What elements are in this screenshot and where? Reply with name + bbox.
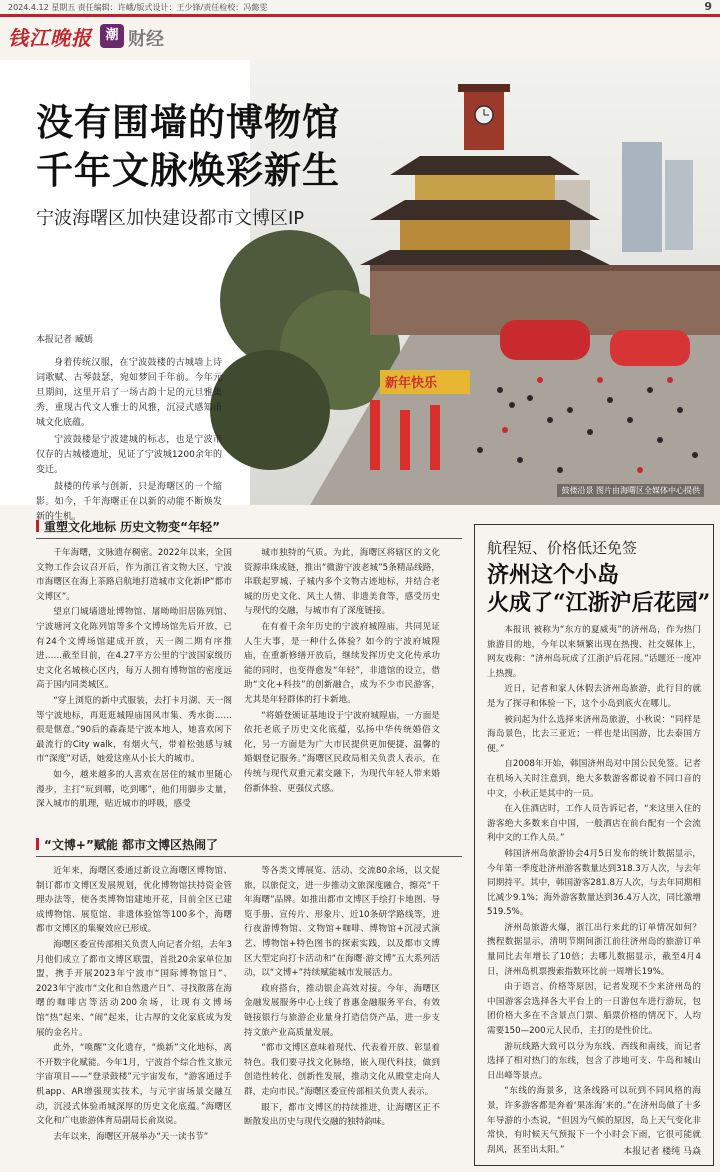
lede-paragraph: 鼓楼的传承与创新，只是海曙区的一个缩影。如今，千年海曙正在以新的动能不断焕发新的生机。: [36, 482, 222, 522]
paragraph: 由于语言、价格等原因，记者发现不少来济州岛的中国游客会选择各大平台上的一日游包车进行游玩，包团价格大多在不含景点门票、船票价格的情况下，人均需要150—200元人民币，主打的是性价比。: [487, 982, 701, 1037]
headline-line-1: 没有围墙的博物馆: [36, 100, 340, 144]
subheadline: 宁波海曙区加快建设都市文博区IP: [36, 208, 305, 229]
paragraph: 眼下，都市文博区的持续推进，让海曙区正不断散发出历史与现代交融的独特韵味。: [244, 1102, 440, 1128]
paragraph: 自2008年开始，韩国济州岛对中国公民免签。记者在机场入关时注意到，绝大多数游客都说着不同口音的中文，小秋正是其中的一员。: [487, 759, 701, 799]
paragraph: 城市独特的气质。为此，海曙区将辖区的文化资源串珠成链，推出“微游宁波老城”5条精品线路，串联起罗城、子城内多个文物古迹地标，并结合老城的历史文化、风土人情、非遗美食等，感受历史与现代的交融，与城市有了深度链接。: [244, 548, 440, 617]
section-heading-2-text: “文博+”赋能 都市文博区热闹了: [44, 838, 219, 852]
section1-column-2: [244, 546, 440, 832]
paragraph: 被问起为什么选择来济州岛旅游，小秋说：“同样是海岛景色，比去三亚近；一样也是出国游，比去泰国方便。”: [487, 714, 701, 754]
paragraph: “穿上浏览的新中式服装，去打卡月湖、天一阁等宁波地标，再逛逛城隍庙国风市集、秀水街……很是惬意。”90后的森森是宁波本地人，她喜欢闲下最流行的City walk，有烟火气，带着松弛感与城市“深度”对话，她爱这座从小长大的城市。: [36, 695, 232, 765]
paragraph: “将婚登颁证基地设于宁波府城隍庙，一方面是依托老底子历史文化底蕴，弘扬中华传统婚俗文化，另一方面是为广大市民提供更加便捷、温馨的婚姻登记服务。”海曙区民政局相关负责人表示，在传统与现代双重元素交融下，为现代年轻人带来婚俗新体验、更强仪式感。: [244, 710, 440, 794]
headline: [36, 98, 340, 194]
chao-badge-icon: 潮: [100, 24, 124, 48]
paragraph: 游玩线路大致可以分为东线、西线和南线，而记者选择了相对热门的东线，包含了涉地可支、牛岛和城山日出峰等景点。: [487, 1041, 701, 1081]
section2-column-2: [244, 864, 440, 1164]
section-heading-1: [36, 518, 462, 539]
lede-paragraph: 身着传统汉服，在宁波鼓楼的古城墙上诗词歌赋、古琴鼓瑟，宛如梦回千年前。今年元旦期间，这里开启了一场古韵十足的元旦雅集秀，重现古代文人雅士的风雅，沉浸式感知甬城文化底蕴。: [36, 358, 222, 428]
sidebar-byline: 本报记者 楼纯 马焱: [623, 1147, 701, 1157]
masthead: [8, 20, 712, 56]
lede-paragraph: 宁波鼓楼是宁波建城的标志，也是宁波市仅存的古城楼遗址，见证了宁波城1200余年的变迁。: [36, 435, 222, 475]
headline-line-2: 千年文脉焕彩新生: [36, 148, 340, 192]
hero: [0, 60, 720, 522]
paragraph: 望京门城墙遗址博物馆、屠呦呦旧居陈列馆、宁波塘河文化陈列馆等多个文博场馆先后开放，已有24个文博场馆建成开放，天一阁二期有序推进……截至目前，在4.27平方公里的宁波国家级历史文化名城核心区内，每万人拥有博物馆的密度远高于国内同类城区。: [36, 607, 232, 691]
sidebar-story: [474, 524, 714, 1166]
sidebar-headline-line-1: 济州这个小岛: [487, 562, 620, 588]
photo-caption: 鼓楼沿景 图片由海曙区全媒体中心提供: [557, 484, 704, 497]
section1-column-1: [36, 546, 232, 832]
paragraph: 济州岛旅游火爆，浙江出行来此的订单情况如何？携程数据显示，清明节期间浙江前往济州岛的旅游订单量同比去年增长了10倍；去哪儿数据显示，截至4月4日，济州岛机票搜索指数环比前一周增长19%。: [487, 922, 701, 977]
paragraph: 在有着千余年历史的宁波府城隍庙，共同见证人生大事，是一种什么体验？如今的宁波府城隍庙，在重新修缮开放后，继续发挥历史文化传承功能的同时，也变得愈发“年轻”，非遗馆的设立，借助“文化+科技”的创新融合，成为不少市民游客，尤其是年轻群体的打卡新地。: [244, 621, 440, 705]
paragraph: 近年来，海曙区委通过新设立海曙区博物馆、制订都市文博区发展规划，优化博物馆扶持资金管理办法等，使各类博物馆建地开花，目前全区已建成博物馆、展览馆、非遗体验馆等100多个，海曙都市文博区的集聚效应已形成。: [36, 866, 232, 935]
paragraph: 如今，越来越多的人喜欢在居住的城市里随心漫步，主打“玩到哪，吃到哪”，他们用脚步丈量，深入城市的肌理，贴近城市的呼吸，感受: [36, 769, 232, 810]
sidebar-kicker: 航程短、价格低还免签: [487, 539, 638, 557]
svg-text:新年快乐: 新年快乐: [385, 376, 438, 391]
section-name: 财经: [128, 29, 164, 50]
top-strip: [0, 0, 720, 14]
paragraph: “东线的海景多，这条线路可以玩到不同风格的海景，许多游客都是奔着‘果冻海’来的。”在济州岛做了十多年导游的小杰说，“但因为气候的原因，岛上天气变化非常快，有时候天气预报下一个小时会下雨，它很可能就刮风，甚至出太阳。”: [487, 1086, 701, 1155]
paragraph: 等各类文博展览、活动、交流80余场，以文促旅，以旅促文，进一步推动文旅深度融合，擦亮“千年海曙”品牌。如推出都市文博区手绘打卡地图、导览手册、宣传片、形象片、近10条研学路线等，进行夜游博物馆、文物馆+咖啡、博物馆+沉浸式演艺、博物馆+特色图书的探索实践，以及都市文博区大型定向打卡活动和“在海曙·游文博”五大系列活动，以“文博+”持续赋能城市发展活力。: [244, 866, 440, 979]
paragraph: 政府搭台，推动银企高效对接。今年，海曙区金融发展服务中心上线了普惠金融服务平台，有效链接银行与旅游企业量身打造信贷产品，进一步支持文旅产业高质量发展。: [244, 983, 440, 1038]
edition-meta: 2024.4.12 星期五 责任编辑：许峨/版式设计：王少锋/责任检校：冯懿雯: [8, 3, 268, 12]
sidebar-headline-line-2: 火成了“江浙沪后花园”: [487, 590, 711, 616]
paragraph: 韩国济州岛旅游协会4月5日发布的统计数据显示，今年第一季度赴济州游客数量达到318.3万人次，与去年同期持平。其中，韩国游客281.8万人次，与去年同期相比减少9.1%；海外游客数量达到36.4万人次，同比激增519.5%。: [487, 848, 701, 918]
paragraph: 千年海曙，文脉遗存稠密。2022年以来，全国文物工作会议召开后，作为浙江省文物大区，宁波市海曙区在海上茶路启航地打造城市文化新IP“都市文博区”。: [36, 548, 232, 602]
paragraph: 近日，记者和家人休假去济州岛旅游，此行目的就是为了探寻和体验一下，这个小岛到底火在哪儿。: [487, 684, 701, 709]
section-heading-1-text: 重塑文化地标 历史文物变“年轻”: [44, 520, 220, 534]
top-rule: [0, 14, 720, 17]
paragraph: 在入住酒店时，工作人员告诉记者，“来这里入住的游客绝大多数来自中国，一般酒店在前台配有一个会流利中文的工作人员。”: [487, 804, 701, 844]
newspaper-logo: 钱江晚报: [8, 26, 92, 50]
paragraph: 本报讯 被称为“东方的夏威夷”的济州岛，作为热门旅游目的地，今年以来频繁出现在热搜、社交媒体上，网友戏称：“济州岛玩成了江浙沪后花园。”话题还一度冲上热搜。: [487, 625, 701, 679]
section-heading-2: [36, 836, 462, 857]
lede: [36, 356, 222, 527]
byline: 本报记者 臧嫣: [36, 335, 93, 345]
paragraph: 海曙区委宣传部相关负责人向记者介绍，去年3月他们成立了都市文博区联盟，首批20余家单位加盟，携手开展2023年宁波市“国际博物馆日”、2023年宁波市“文化和自然遗产日”、寻找散落在海曙的咖啡店等活动200余场，让现有文博场馆“热”起来、“闹”起来，让古厚的文化家底成为发展的金名片。: [36, 939, 232, 1038]
sidebar-headline: [487, 561, 710, 617]
paragraph: “都市文博区意味着现代、代表着开放、彰显着特色。我们要寻找文化脉络，嵌入现代科技，做到创造性转化、创新性发展，推动文化从殿堂走向人群，走向市民。”海曙区委宣传部相关负责人表示。: [244, 1043, 440, 1097]
paragraph: 此外，“唤醒”文化遗存，“焕新”文化地标，离不开数字化赋能。今年1月，宁波首个综合性文旅元宇宙项目——“登录鼓楼”元宇宙发布，“游客通过手机app、AR增强现实技术，与元宇宙场景交融互动，沉浸式体验甬城深厚的历史文化底蕴。”海曙区文化和广电旅游体育局副局长俞岚说。: [36, 1043, 232, 1127]
page-number: 9: [704, 0, 712, 13]
paragraph: 去年以来，海曙区开展举办“天一读书节”: [53, 1131, 209, 1142]
section2-column-1: [36, 864, 232, 1164]
